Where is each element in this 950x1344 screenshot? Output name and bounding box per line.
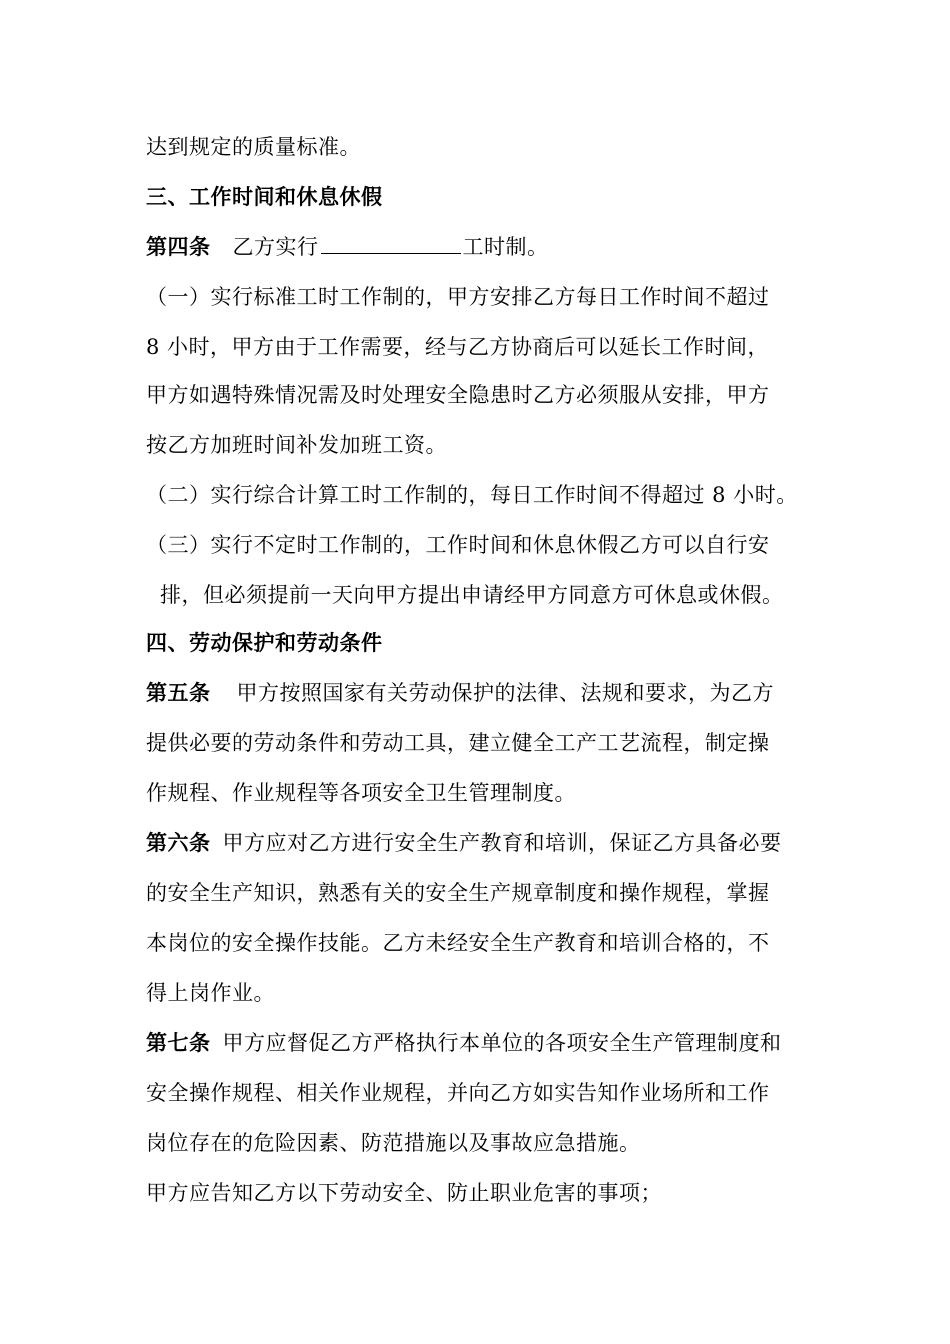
paragraph-line [146,1178,826,1208]
text: 甲方应督促乙方严格执行本单位的各项安全生产管理制度和 [222,1031,782,1055]
paragraph-line [146,132,826,162]
paragraph-line [146,978,826,1008]
text: 甲方如遇特殊情况需及时处理安全隐患时乙方必须服从安排，甲方 [146,383,770,407]
text: （一）实行标准工时工作制的，甲方安排乙方每日工作时间不超过 [146,285,770,309]
paragraph-line [160,580,840,610]
text: 甲方应告知乙方以下劳动安全、防止职业危害的事项； [146,1181,662,1205]
article-4 [146,232,826,262]
text: 作规程、作业规程等各项安全卫生管理制度。 [146,781,576,805]
paragraph-line [146,430,826,460]
text: 本岗位的安全操作技能。乙方未经安全生产教育和培训合格的，不 [146,931,770,955]
paragraph-line [146,728,826,758]
heading-text: 三、工作时间和休息休假 [146,184,383,209]
article-7 [146,1028,826,1058]
section-heading-3 [146,182,826,212]
paragraph-line [146,530,826,560]
text: 甲方应对乙方进行安全生产教育和培训，保证乙方具备必要 [222,831,782,855]
text: 达到规定的质量标准。 [146,135,361,159]
text: 得上岗作业。 [146,981,275,1005]
text: 8 小时，甲方由于工作需要，经与乙方协商后可以延长工作时间， [146,335,770,359]
article-label: 第七条 [146,1030,211,1055]
article-label: 第四条 [146,234,211,259]
paragraph-line [146,1078,826,1108]
paragraph-line [146,928,826,958]
article-label: 第五条 [146,680,211,705]
text: 按乙方加班时间补发加班工资。 [146,433,447,457]
article-6 [146,828,826,858]
paragraph-line [146,1128,826,1158]
article-5 [146,678,826,708]
text: 提供必要的劳动条件和劳动工具，建立健全工产工艺流程，制定操 [146,731,770,755]
text: （二）实行综合计算工时工作制的，每日工作时间不得超过 8 小时。 [146,483,798,507]
paragraph-line [146,332,826,362]
text: （三）实行不定时工作制的，工作时间和休息休假乙方可以自行安 [146,533,770,557]
text: 岗位存在的危险因素、防范措施以及事故应急措施。 [146,1131,641,1155]
heading-text: 四、劳动保护和劳动条件 [146,630,383,655]
text: 安全操作规程、相关作业规程，并向乙方如实告知作业场所和工作 [146,1081,770,1105]
article-label: 第六条 [146,830,211,855]
paragraph-line [146,480,826,510]
fill-in-blank [321,233,461,254]
text: 排，但必须提前一天向甲方提出申请经甲方同意方可休息或休假。 [160,583,784,607]
section-heading-4 [146,628,826,658]
paragraph-line [146,380,826,410]
paragraph-line [146,778,826,808]
text: 乙方实行 [232,235,319,259]
paragraph-line [146,282,826,312]
paragraph-line [146,878,826,908]
text: 甲方按照国家有关劳动保护的法律、法规和要求，为乙方 [236,681,774,705]
text: 工时制。 [462,235,549,259]
text: 的安全生产知识，熟悉有关的安全生产规章制度和操作规程，掌握 [146,881,770,905]
